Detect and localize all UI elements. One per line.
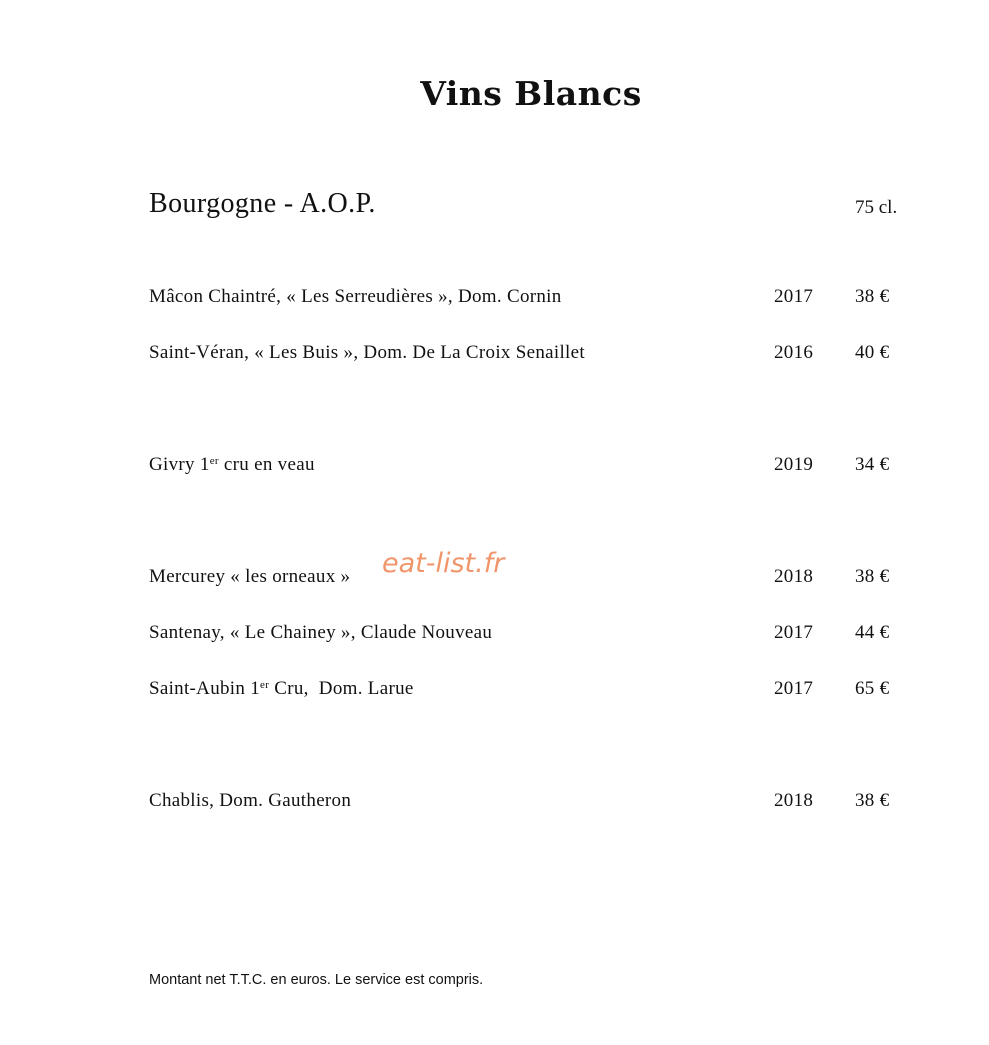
section-name: Bourgogne - A.O.P. (149, 188, 376, 219)
wine-price: 38 € (855, 286, 890, 307)
watermark: eat-list.fr (382, 548, 505, 579)
wine-name-text: Givry 1 (149, 454, 210, 475)
wine-name (149, 678, 414, 700)
wine-row (0, 342, 989, 372)
wine-price: 34 € (855, 454, 890, 475)
ordinal-superscript: er (260, 679, 270, 691)
wine-price: 40 € (855, 342, 890, 363)
wine-name: Chablis, Dom. Gautheron (149, 790, 352, 811)
page-title: Vins Blancs (420, 74, 642, 113)
wine-price: 65 € (855, 678, 890, 699)
wine-year: 2016 (774, 342, 814, 363)
wine-year: 2017 (774, 678, 814, 699)
wine-row (0, 286, 989, 316)
wine-price: 44 € (855, 622, 890, 643)
wine-name-text: cru en veau (218, 454, 315, 475)
wine-row (0, 790, 989, 820)
footer-note: Montant net T.T.C. en euros. Le service est compris. (149, 972, 484, 988)
wine-year: 2017 (774, 286, 814, 307)
wine-row (0, 622, 989, 652)
wine-year: 2017 (774, 622, 814, 643)
wine-name: Mercurey « les orneaux » (149, 566, 351, 587)
wine-name-text: Saint-Aubin 1 (149, 678, 261, 699)
wine-year: 2018 (774, 566, 814, 587)
section-volume: 75 cl. (855, 197, 898, 218)
wine-year: 2019 (774, 454, 814, 475)
wine-price: 38 € (855, 790, 890, 811)
wine-year: 2018 (774, 790, 814, 811)
wine-row (0, 454, 989, 484)
wine-row (0, 678, 989, 708)
wine-name: Santenay, « Le Chainey », Claude Nouveau (149, 622, 493, 643)
wine-name-text: Cru, Dom. Larue (269, 678, 414, 699)
wine-name: Mâcon Chaintré, « Les Serreudières », Dom. Cornin (149, 286, 562, 307)
wine-name: Saint-Véran, « Les Buis », Dom. De La Croix Senaillet (149, 342, 585, 363)
ordinal-superscript: er (209, 455, 219, 467)
wine-name (149, 454, 315, 476)
wine-price: 38 € (855, 566, 890, 587)
